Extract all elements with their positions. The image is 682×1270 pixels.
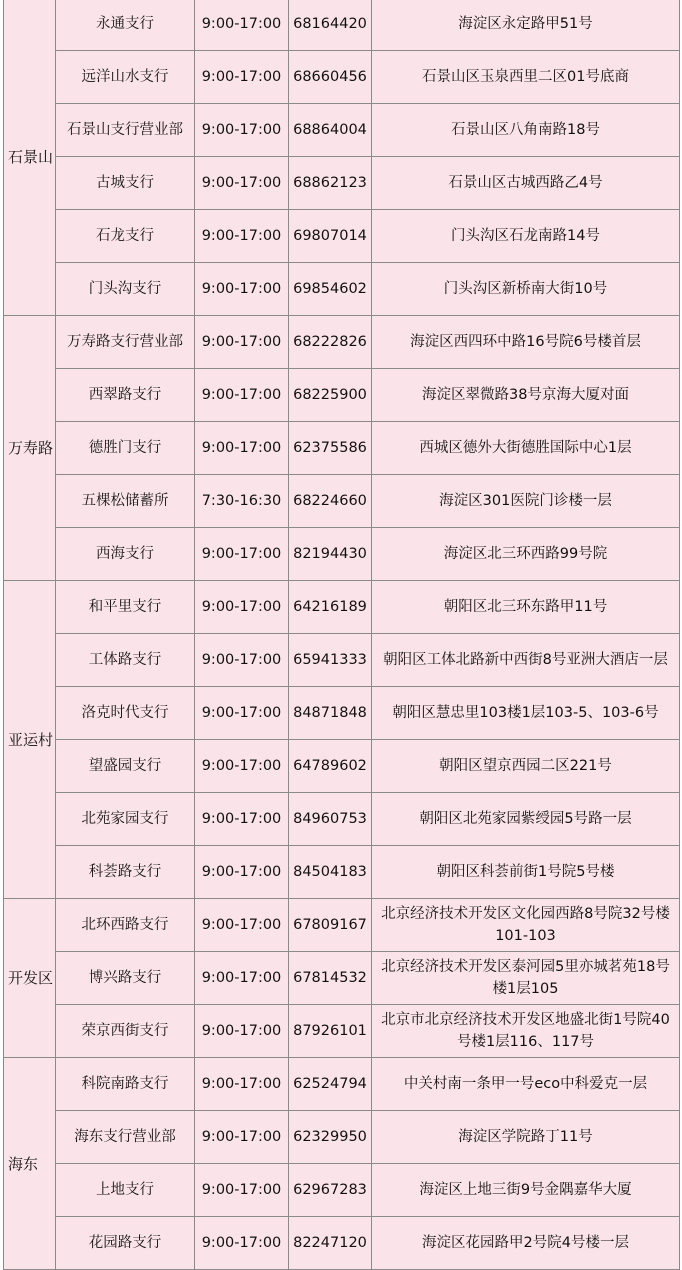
table-row <box>4 157 680 210</box>
hours-cell: 9:00-17:00 <box>195 0 289 51</box>
phone-cell: 84871848 <box>289 687 372 740</box>
phone-cell: 68164420 <box>289 0 372 51</box>
table-row <box>4 263 680 316</box>
branch-name-cell: 上地支行 <box>56 1164 195 1217</box>
phone-cell: 62375586 <box>289 422 372 475</box>
district-cell: 亚运村 <box>4 581 56 899</box>
branch-table-body <box>4 0 680 1270</box>
district-cell: 石景山 <box>4 0 56 316</box>
address-cell: 北京经济技术开发区泰河园5里亦城茗苑18号楼1层105 <box>372 952 680 1005</box>
phone-cell: 65941333 <box>289 634 372 687</box>
hours-cell: 9:00-17:00 <box>195 210 289 263</box>
hours-cell: 9:00-17:00 <box>195 740 289 793</box>
phone-cell: 84960753 <box>289 793 372 846</box>
branch-name-cell: 北苑家园支行 <box>56 793 195 846</box>
address-cell: 海淀区永定路甲51号 <box>372 0 680 51</box>
phone-cell: 64789602 <box>289 740 372 793</box>
hours-cell: 9:00-17:00 <box>195 581 289 634</box>
phone-cell: 69854602 <box>289 263 372 316</box>
branch-name-cell: 西翠路支行 <box>56 369 195 422</box>
district-cell: 开发区 <box>4 899 56 1058</box>
phone-cell: 82247120 <box>289 1217 372 1270</box>
branch-name-cell: 德胜门支行 <box>56 422 195 475</box>
address-cell: 石景山区八角南路18号 <box>372 104 680 157</box>
address-cell: 海淀区花园路甲2号院4号楼一层 <box>372 1217 680 1270</box>
table-row <box>4 210 680 263</box>
address-cell: 海淀区301医院门诊楼一层 <box>372 475 680 528</box>
address-cell: 北京市北京经济技术开发区地盛北街1号院40号楼1层116、117号 <box>372 1005 680 1058</box>
address-cell: 朝阳区望京西园二区221号 <box>372 740 680 793</box>
phone-cell: 64216189 <box>289 581 372 634</box>
phone-cell: 67814532 <box>289 952 372 1005</box>
hours-cell: 9:00-17:00 <box>195 952 289 1005</box>
branch-name-cell: 科院南路支行 <box>56 1058 195 1111</box>
hours-cell: 9:00-17:00 <box>195 687 289 740</box>
branch-name-cell: 和平里支行 <box>56 581 195 634</box>
address-cell: 朝阳区慧忠里103楼1层103-5、103-6号 <box>372 687 680 740</box>
branch-name-cell: 门头沟支行 <box>56 263 195 316</box>
branch-table <box>3 0 680 1270</box>
table-row <box>4 51 680 104</box>
address-cell: 西城区德外大街德胜国际中心1层 <box>372 422 680 475</box>
table-row <box>4 528 680 581</box>
address-cell: 海淀区西四环中路16号院6号楼首层 <box>372 316 680 369</box>
phone-cell: 68864004 <box>289 104 372 157</box>
table-row <box>4 952 680 1005</box>
branch-name-cell: 荣京西街支行 <box>56 1005 195 1058</box>
table-row <box>4 1005 680 1058</box>
district-cell: 海东 <box>4 1058 56 1270</box>
address-cell: 石景山区玉泉西里二区01号底商 <box>372 51 680 104</box>
hours-cell: 9:00-17:00 <box>195 316 289 369</box>
branch-name-cell: 工体路支行 <box>56 634 195 687</box>
table-row <box>4 1058 680 1111</box>
phone-cell: 68225900 <box>289 369 372 422</box>
address-cell: 北京经济技术开发区文化园西路8号院32号楼101-103 <box>372 899 680 952</box>
hours-cell: 9:00-17:00 <box>195 1058 289 1111</box>
branch-name-cell: 科荟路支行 <box>56 846 195 899</box>
hours-cell: 9:00-17:00 <box>195 1217 289 1270</box>
branch-name-cell: 石景山支行营业部 <box>56 104 195 157</box>
branch-name-cell: 远洋山水支行 <box>56 51 195 104</box>
address-cell: 海淀区翠微路38号京海大厦对面 <box>372 369 680 422</box>
branch-name-cell: 花园路支行 <box>56 1217 195 1270</box>
hours-cell: 9:00-17:00 <box>195 1111 289 1164</box>
table-row <box>4 687 680 740</box>
phone-cell: 68224660 <box>289 475 372 528</box>
address-cell: 海淀区上地三街9号金隅嘉华大厦 <box>372 1164 680 1217</box>
address-cell: 海淀区学院路丁11号 <box>372 1111 680 1164</box>
hours-cell: 9:00-17:00 <box>195 104 289 157</box>
phone-cell: 68660456 <box>289 51 372 104</box>
hours-cell: 9:00-17:00 <box>195 793 289 846</box>
address-cell: 朝阳区北三环东路甲11号 <box>372 581 680 634</box>
branch-name-cell: 博兴路支行 <box>56 952 195 1005</box>
hours-cell: 9:00-17:00 <box>195 157 289 210</box>
branch-name-cell: 古城支行 <box>56 157 195 210</box>
table-row <box>4 104 680 157</box>
branch-name-cell: 永通支行 <box>56 0 195 51</box>
phone-cell: 69807014 <box>289 210 372 263</box>
address-cell: 石景山区古城西路乙4号 <box>372 157 680 210</box>
hours-cell: 9:00-17:00 <box>195 899 289 952</box>
branch-name-cell: 望盛园支行 <box>56 740 195 793</box>
branch-name-cell: 西海支行 <box>56 528 195 581</box>
district-cell: 万寿路 <box>4 316 56 581</box>
phone-cell: 68222826 <box>289 316 372 369</box>
address-cell: 朝阳区工体北路新中西街8号亚洲大酒店一层 <box>372 634 680 687</box>
hours-cell: 9:00-17:00 <box>195 1005 289 1058</box>
branch-name-cell: 北环西路支行 <box>56 899 195 952</box>
hours-cell: 9:00-17:00 <box>195 422 289 475</box>
table-row <box>4 1217 680 1270</box>
table-row <box>4 475 680 528</box>
table-row <box>4 369 680 422</box>
address-cell: 中关村南一条甲一号eco中科爱克一层 <box>372 1058 680 1111</box>
address-cell: 海淀区北三环西路99号院 <box>372 528 680 581</box>
table-row <box>4 740 680 793</box>
address-cell: 朝阳区北苑家园紫绶园5号路一层 <box>372 793 680 846</box>
table-row <box>4 846 680 899</box>
table-row <box>4 422 680 475</box>
address-cell: 门头沟区新桥南大街10号 <box>372 263 680 316</box>
address-cell: 门头沟区石龙南路14号 <box>372 210 680 263</box>
table-row <box>4 581 680 634</box>
table-row <box>4 0 680 51</box>
hours-cell: 9:00-17:00 <box>195 528 289 581</box>
table-row <box>4 899 680 952</box>
hours-cell: 9:00-17:00 <box>195 634 289 687</box>
address-cell: 朝阳区科荟前街1号院5号楼 <box>372 846 680 899</box>
table-row <box>4 634 680 687</box>
branch-name-cell: 五棵松储蓄所 <box>56 475 195 528</box>
phone-cell: 84504183 <box>289 846 372 899</box>
hours-cell: 9:00-17:00 <box>195 51 289 104</box>
branch-name-cell: 海东支行营业部 <box>56 1111 195 1164</box>
hours-cell: 9:00-17:00 <box>195 263 289 316</box>
phone-cell: 87926101 <box>289 1005 372 1058</box>
phone-cell: 62524794 <box>289 1058 372 1111</box>
branch-name-cell: 万寿路支行营业部 <box>56 316 195 369</box>
table-row <box>4 1164 680 1217</box>
hours-cell: 9:00-17:00 <box>195 369 289 422</box>
phone-cell: 68862123 <box>289 157 372 210</box>
phone-cell: 82194430 <box>289 528 372 581</box>
table-row <box>4 793 680 846</box>
branch-name-cell: 石龙支行 <box>56 210 195 263</box>
hours-cell: 7:30-16:30 <box>195 475 289 528</box>
table-row <box>4 1111 680 1164</box>
hours-cell: 9:00-17:00 <box>195 846 289 899</box>
table-row <box>4 316 680 369</box>
hours-cell: 9:00-17:00 <box>195 1164 289 1217</box>
phone-cell: 67809167 <box>289 899 372 952</box>
phone-cell: 62967283 <box>289 1164 372 1217</box>
phone-cell: 62329950 <box>289 1111 372 1164</box>
branch-name-cell: 洛克时代支行 <box>56 687 195 740</box>
